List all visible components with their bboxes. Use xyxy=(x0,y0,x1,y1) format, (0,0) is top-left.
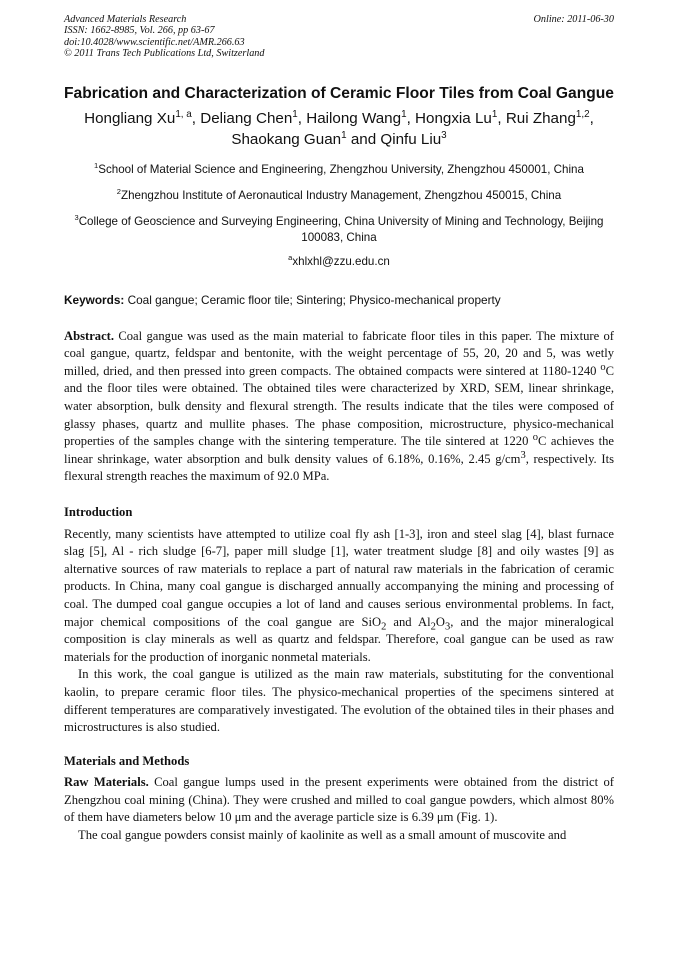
author-name: Hongxia Lu xyxy=(415,109,492,127)
journal-issn: ISSN: 1662-8985, Vol. 266, pp 63-67 xyxy=(64,25,215,37)
paragraph: The coal gangue powders consist mainly of kaolinite as well as a small amount of muscovite and xyxy=(78,828,567,843)
corresponding-email[interactable]: $^a$xhlxhl@zzu.edu.cn xyxy=(288,252,390,268)
journal-copyright: © 2011 Trans Tech Publications Ltd, Switzerland xyxy=(64,48,265,60)
author-name: Rui Zhang xyxy=(505,109,576,127)
methods-heading: Materials and Methods xyxy=(64,753,190,768)
abstract: Abstract. Coal gangue was used as the main material to fabricate floor tiles in this paper. The mixture of coal gangue, quartz, feldspar and bentonite, with the weight percentage of 55, 20, 20 and 5, was wetly milled, dried, and then pressed into green compacts. The obtained compacts were sintered at 1180-1240 $^o$C and the floor tiles were obtained. The obtained tiles were characterized by XRD, SEM, linear shrinkage, water absorption, bulk density and flexural strength. The results indicate that the tiles were composed of glassy phases, quartz and mullite phases. The phase composition, microstructure, physico-mechanical properties of the samples change with the sintering temperature. The tile sintered at 1220 $^o$C achieves the linear shrinkage, water absorption and bulk density values of 6.18%, 0.16%, 2.45 $g/cm^3$, respectively. Its flexural strength reaches the maximum of 92.0 MPa. xyxy=(64,328,614,484)
author-affil-mark: 1 xyxy=(401,108,407,120)
author-name: Hailong Wang xyxy=(306,109,402,127)
journal-header xyxy=(64,14,614,60)
author-affil-mark: 1 xyxy=(491,108,498,120)
author-affil-mark: 1, a xyxy=(175,108,192,120)
affiliation-2: $^2$Zhengzhou Institute of Aeronautical Industry Management, Zhengzhou 450015, China xyxy=(116,186,562,202)
methods-body xyxy=(64,774,614,844)
raw-materials-label: Raw Materials. xyxy=(64,775,149,790)
introduction-heading: Introduction xyxy=(64,504,133,519)
author-name: Qinfu Liu xyxy=(380,130,442,148)
author-affil-mark: 1 xyxy=(292,108,298,120)
author-affil-mark: 1 xyxy=(341,129,347,141)
journal-name: Advanced Materials Research xyxy=(64,14,187,25)
paragraph: Recently, many scientists have attempted to utilize coal fly ash [1-3], iron and steel slag [4], blast furnace slag [5], Al - rich sludge [6-7], paper mill sludge [1], water treatment sludge [8] and oily wastes [9] as alternative sources of raw materials to replace a part of natural raw materials in the fabrication of ceramic products. In China, many coal gangue is discharged annually accompanying the mining and processing of coal. The dumped coal gangue occupies a lot of land and causes serious environmental problems. In fact, major chemical compositions of the coal gangue are SiO$_2$ and $Al_2O_3$, and the major mineralogical composition is clay minerals as well as quartz and feldspar. Therefore, coal gangue can be used as raw materials for the production of inorganic nonmetal materials. xyxy=(64,526,614,664)
online-date: Online: 2011-06-30 xyxy=(533,14,614,25)
author-affil-mark: 3 xyxy=(441,129,447,141)
author-name: Shaokang Guan xyxy=(231,130,342,148)
paragraph: In this work, the coal gangue is utilized as the main raw materials, substituting for the conventional kaolin, to prepare ceramic floor tiles. The physico-mechanical properties of the specimens sintered at different temperatures are comparatively investigated. The evolution of the obtained tiles in their phases and microstructures is also studied. xyxy=(64,667,614,735)
author-name: Hongliang Xu xyxy=(84,109,176,127)
keywords-label: Keywords: xyxy=(64,292,125,307)
author-list: Hongliang Xu$^{1, a}$, Deliang Chen$^1$, Hailong Wang$^1$, Hongxia Lu$^1$, Rui Zhang$^{1,2}$, Shaokang Guan$^1$ and Qinfu Liu$^3$ xyxy=(84,108,594,148)
paragraph: Raw Materials. Coal gangue lumps used in the present experiments were obtained from the district of Zhengzhou coal mining (China). They were crushed and milled to coal gangue powders, which almost 80% of them have diameters below 10 μm and the average particle size is 6.39 μm (Fig. 1). xyxy=(64,775,614,825)
abstract-label: Abstract. xyxy=(64,328,115,343)
affiliation-1: $^1$School of Material Science and Engineering, Zhengzhou University, Zhengzhou 450001, China xyxy=(94,160,584,176)
paper-title: Fabrication and Characterization of Ceramic Floor Tiles from Coal Gangue xyxy=(64,84,614,102)
affiliation-3: $^3$College of Geoscience and Surveying Engineering, China University of Mining and Technology, Beijing 100083, China xyxy=(74,212,604,244)
journal-doi: doi:10.4028/www.scientific.net/AMR.266.63 xyxy=(64,36,245,48)
introduction-body xyxy=(64,526,614,737)
keywords xyxy=(64,292,614,308)
keywords-text: Coal gangue; Ceramic floor tile; Sintering; Physico-mechanical property xyxy=(124,292,501,307)
author-affil-mark: 1,2 xyxy=(575,108,590,120)
author-name: Deliang Chen xyxy=(200,109,293,127)
